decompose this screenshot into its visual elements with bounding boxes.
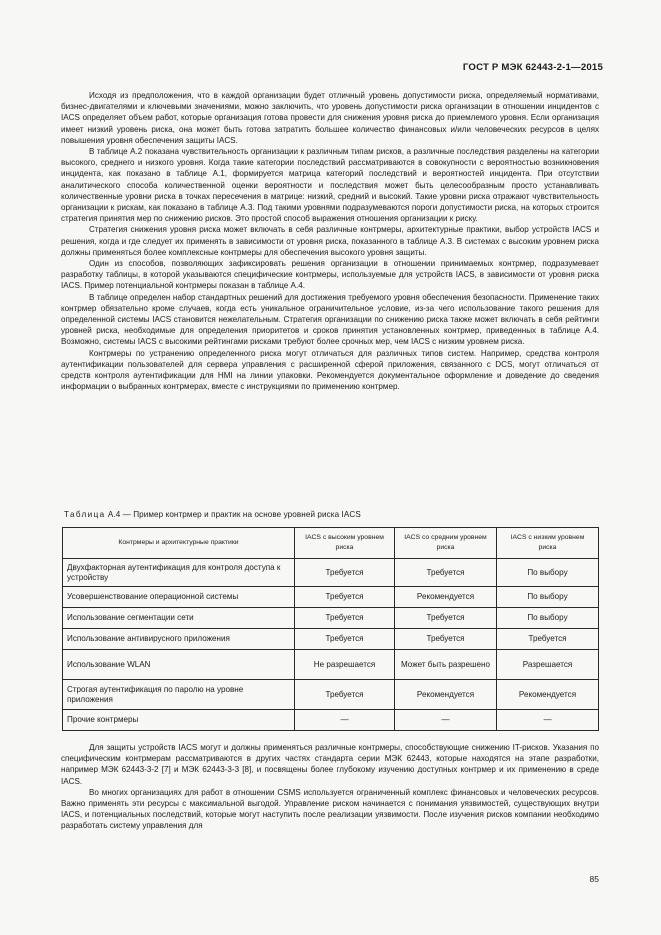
paragraph: Стратегия снижения уровня риска может включать в себя различные контрмеры, архитектурные практики, выбор устройств IACS и решения, когда и где следует их применять в зависимости от уровня риска, показанного в таблице А.3. В системах с высоким уровнем риска должны применяться более комплексные контрмеры для обеспечения высокого уровня защиты. — [61, 225, 599, 257]
table-cell: Использование антивирусного приложения — [63, 629, 295, 650]
table-cell: Рекомендуется — [395, 587, 497, 608]
table-cell: Рекомендуется — [395, 680, 497, 710]
paragraph: Один из способов, позволяющих зафиксировать решения организации в отношении принимаемых контрмер, подразумевает разработку таблицы, в которой указываются специфические контрмеры, используемые для устройств IACS, в зависимости от уровня риска IACS. Пример потенциальной контрмеры показан в таблице А.4. — [61, 259, 599, 291]
table-cell: Не разрешается — [295, 650, 395, 680]
paragraph: В таблице А.2 показана чувствительность организации к различным типам рисков, а различные последствия разделены на категории высокого, среднего и низкого уровня. Когда такие категории последствий рассматриваются в совокупности с вероятностью возникновения инцидента, как показано в таблице А.1, формируется матрица категорий последствий и вероятностей инцидента. При отсутствии аналитического способа количественной оценки вероятности и последствия может быть целесообразным просто устанавливать количественные уровни риска в точках пересечения в матрице: низкий, средний и высокий. Такие уровни риска отражают чувствительность организации к рискам, как показано в таблице А.3. Под такими уровнями подразумеваются пороги допустимости риска, на которых строится стратегия принятия мер по снижению рисков. Это простой способ выражения отношения организации к риску. — [61, 147, 599, 224]
column-header: IACS со средним уровнем риска — [395, 528, 497, 559]
table-cell: Требуется — [395, 559, 497, 587]
table-cell: Требуется — [295, 559, 395, 587]
table-cell: Использование сегментации сети — [63, 608, 295, 629]
table-cell: Прочие контрмеры — [63, 710, 295, 731]
table-cell: Рекомендуется — [497, 680, 599, 710]
body-text-top — [61, 90, 599, 392]
table-cell: — — [497, 710, 599, 731]
paragraph: Во многих организациях для работ в отношении CSMS используется ограниченный комплекс финансовых и человеческих ресурсов. Важно применять эти ресурсы с максимальной выгодой. Управление риском начинается с понимания уязвимостей, существующих внутри IACS, и потенциальных последствий, которые могут наступить после реализации уязвимости. После изучения рисков компании необходимо разработать систему управления для — [61, 787, 599, 831]
table-cell: По выбору — [497, 608, 599, 629]
table-row — [63, 629, 599, 650]
table-cell: Строгая аутентификация по паролю на уровне приложения — [63, 680, 295, 710]
table-cell: Требуется — [395, 608, 497, 629]
table-cell: Требуется — [295, 587, 395, 608]
column-header: IACS с низким уровнем риска — [497, 528, 599, 559]
page-number: 85 — [589, 874, 599, 884]
table-row — [63, 559, 599, 587]
table-cell: — — [295, 710, 395, 731]
table-row — [63, 680, 599, 710]
standard-header: ГОСТ Р МЭК 62443-2-1—2015 — [462, 62, 603, 73]
table-caption-label: Таблица — [64, 510, 106, 519]
table-cell: По выбору — [497, 587, 599, 608]
table-header-row — [63, 528, 599, 559]
table-cell: Разрешается — [497, 650, 599, 680]
table-row — [63, 650, 599, 680]
table-caption-text: А.4 — Пример контрмер и практик на основе уровней риска IACS — [105, 510, 361, 519]
table-cell: — — [395, 710, 497, 731]
countermeasures-table — [62, 527, 599, 731]
column-header: IACS с высоким уровнем риска — [295, 528, 395, 559]
table-row — [63, 608, 599, 629]
table-cell: Усовершенствование операционной системы — [63, 587, 295, 608]
table-cell: Требуется — [295, 680, 395, 710]
table-row — [63, 710, 599, 731]
table-row — [63, 587, 599, 608]
paragraph: Контрмеры по устранению определенного риска могут отличаться для различных типов систем. Например, средства контроля аутентификации пользователей для сервера управления с расширенной сферой приложения, связанного с DCS, могут отличаться от средств контроля аутентификации для HMI на линии упаковки. Рекомендуется документальное оформление и доведение до сведения информации о выбранных контрмерах, вместе с инструкциями по применению контрмер. — [61, 348, 599, 392]
paragraph: В таблице определен набор стандартных решений для достижения требуемого уровня обеспечения безопасности. Применение таких контрмер обязательно кроме случаев, когда есть уникальное ограничительное условие, из-за чего использование такого решения для определенной системы IACS становится нежелательным. Стратегия организации по снижению риска также может включать в себя рейтинги уровней риска, необходимые для определения приоритетов и сроков принятия установленных контрмер, приведенных в таблице А.4. Возможно, системы IACS с высокими рейтингами рисками требуют более срочных мер, чем IACS с низким уровнем риска. — [61, 292, 599, 347]
body-text-bottom — [61, 742, 599, 832]
table-cell: По выбору — [497, 559, 599, 587]
table-cell: Двухфакторная аутентификация для контроля доступа к устройству — [63, 559, 295, 587]
table-cell: Требуется — [395, 629, 497, 650]
table-cell: Требуется — [295, 608, 395, 629]
table-cell: Использование WLAN — [63, 650, 295, 680]
table-cell: Требуется — [295, 629, 395, 650]
paragraph: Для защиты устройств IACS могут и должны применяться различные контрмеры, способствующие снижению IT-рисков. Указания по специфическим контрмерам рассматриваются в других частях стандарта серии МЭК 62443, которые находятся на этапе разработки, например МЭК 62443-3-2 [7] и МЭК 62443-3-3 [8], и посвящены более глубокому изучению доступных контрмер и их применению в среде IACS. — [61, 743, 599, 786]
table-caption — [64, 510, 361, 519]
table-cell: Может быть разрешено — [395, 650, 497, 680]
paragraph: Исходя из предположения, что в каждой организации будет отличный уровень допустимости риска, определяемый нормативами, бизнес-двигателями и ключевыми значениями, можно заключить, что уровень допустимости риска организации в отношении инцидентов с IACS определяет объем работ, которые организация готова провести для снижения уровня риска до приемлемого уровня. Если организация имеет низкий уровень риска, она может быть готова затратить большее количество финансовых и/или человеческих ресурсов в целях повышения уровня обеспечения защиты IACS. — [61, 91, 599, 145]
column-header: Контрмеры и архитектурные практики — [63, 528, 295, 559]
table-cell: Требуется — [497, 629, 599, 650]
